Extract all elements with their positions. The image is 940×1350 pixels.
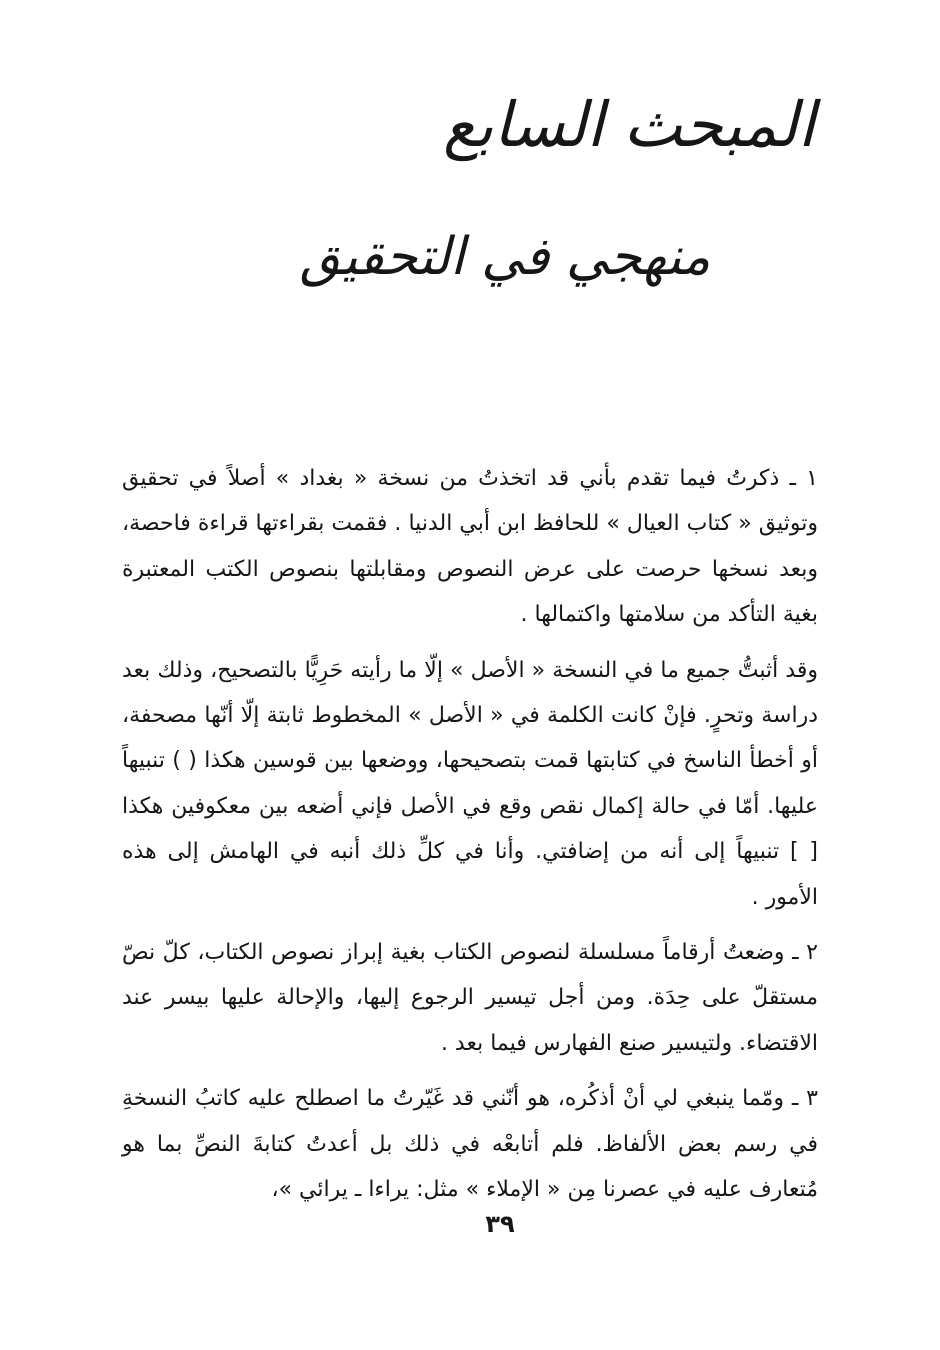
body-text <box>122 456 818 1223</box>
paragraph-2: وقد أثبتُّ جميع ما في النسخة « الأصل » إلّا ما رأيته حَرِيًّا بالتصحيح، وذلك بعد دراسة وتحرٍ. فإنْ كانت الكلمة في « الأصل » المخطوط ثابتة إلّا أنّها مصحفة، أو أخطأ الناسخ في كتابتها قمت بتصحيحها، ووضعها بين قوسين هكذا ( ) تنبيهاً عليها. أمّا في حالة إكمال نقص وقع في الأصل فإني أضعه بين معكوفين هكذا [ ] تنبيهاً إلى أنه من إضافتي. وأنا في كلِّ ذلك أنبه في الهامش إلى هذه الأمور . <box>122 657 818 910</box>
section-title: منهجي في التحقيق <box>299 227 711 287</box>
paragraph-3: ٢ ـ وضعتُ أرقاماً مسلسلة لنصوص الكتاب بغية إبراز نصوص الكتاب، كلّ نصّ مستقلّ على حِدَة. ومن أجل تيسير الرجوع إليها، والإحالة عليها بيسر عند الاقتضاء. ولتيسير صنع الفهارس فيما بعد . <box>122 940 818 1056</box>
page-number: ٣٩ <box>485 1210 515 1238</box>
chapter-title: المبحث السابع <box>443 88 815 161</box>
paragraph-1: ١ ـ ذكرتُ فيما تقدم بأني قد اتخذتُ من نسخة « بغداد » أصلاً في تحقيق وتوثيق « كتاب العيال » للحافظ ابن أبي الدنيا . فقمت بقراءتها قراءة فاحصة، وبعد نسخها حرصت على عرض النصوص ومقابلتها بنصوص الكتب المعتبرة بغية التأكد من سلامتها واكتمالها . <box>122 466 818 628</box>
paragraph-4: ٣ ـ ومّما ينبغي لي أنْ أذكُره، هو أنّني قد غَيّرتُ ما اصطلح عليه كاتبُ النسخةِ في رسم بعض الألفاظ. فلم أتابعْه في ذلك بل أعدتُ كتابةَ النصِّ بما هو مُتعارف عليه في عصرنا مِن « الإملاء » مثل: يراءا ـ يرائي »، <box>122 1086 818 1203</box>
